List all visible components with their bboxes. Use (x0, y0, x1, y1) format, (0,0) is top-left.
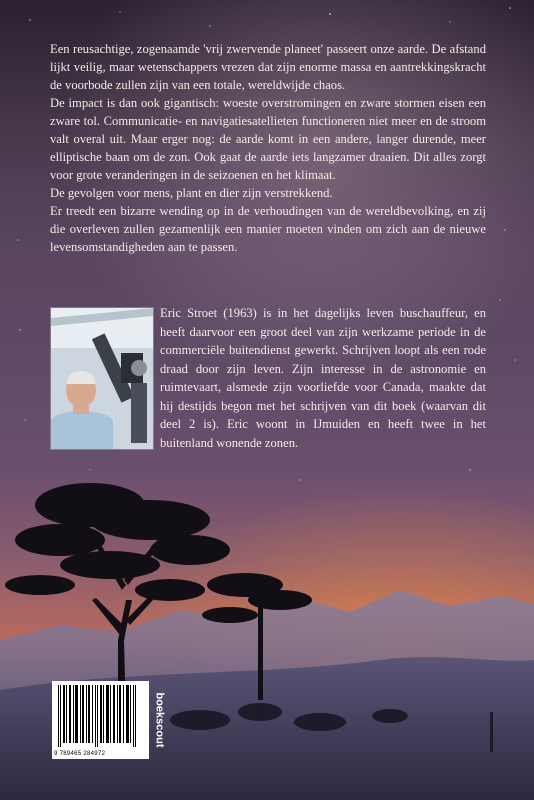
blurb-paragraph: De impact is dan ook gigantisch: woeste overstromingen en zware stormen eisen een zware tol. Communicatie- en navigatiesatellieten functioneren niet meer en de stroom valt overal uit. Maar erger nog: de aarde komt in een andere, langer durende, meer elliptische baan om de zon. Ook gaat de aarde iets langzamer draaien. Dit alles zorgt voor grote veranderingen in de seizoenen en het klimaat. (50, 96, 486, 182)
blurb-paragraph: Een reusachtige, zogenaamde 'vrij zwervende planeet' passeert onze aarde. De afstand lijkt veilig, maar wetenschappers vrezen dat zijn enorme massa en aantrekkingskracht de voorbode zullen zijn van een totale, wereldwijde chaos. (50, 42, 486, 92)
back-cover-blurb (50, 40, 486, 256)
publisher-logo (152, 681, 166, 759)
author-bio: Eric Stroet (1963) is in het dagelijks leven buschauffeur, en heeft daarvoor een groot deel van zijn werkzame periode in de commerciële buitendienst gewerkt. Schrijven loopt als een rode draad door zijn leven. Zijn interesse in de astronomie en ruimtevaart, alsmede zijn voorliefde voor Canada, maakte dat hij destijds begon met het schrijven van dit boek (waarvan dit deel 2 is). Eric woont in IJmuiden en heeft twee in het buitenland wonende zonen. (160, 306, 486, 450)
publisher-logo-text: boekscout (153, 692, 166, 748)
isbn-barcode (52, 681, 149, 759)
blurb-paragraph: Er treedt een bizarre wending op in de verhoudingen van de wereldbevolking, en zij die overleven zullen gezamenlijk een manier moeten vinden om zich aan de nieuwe levensomstandigheden aan te passen. (50, 204, 486, 254)
blurb-paragraph: De gevolgen voor mens, plant en dier zijn verstrekkend. (50, 186, 333, 200)
barcode-icon (52, 681, 149, 759)
author-photo (50, 307, 154, 450)
isbn-digits: 9 789465 284972 (54, 751, 106, 757)
